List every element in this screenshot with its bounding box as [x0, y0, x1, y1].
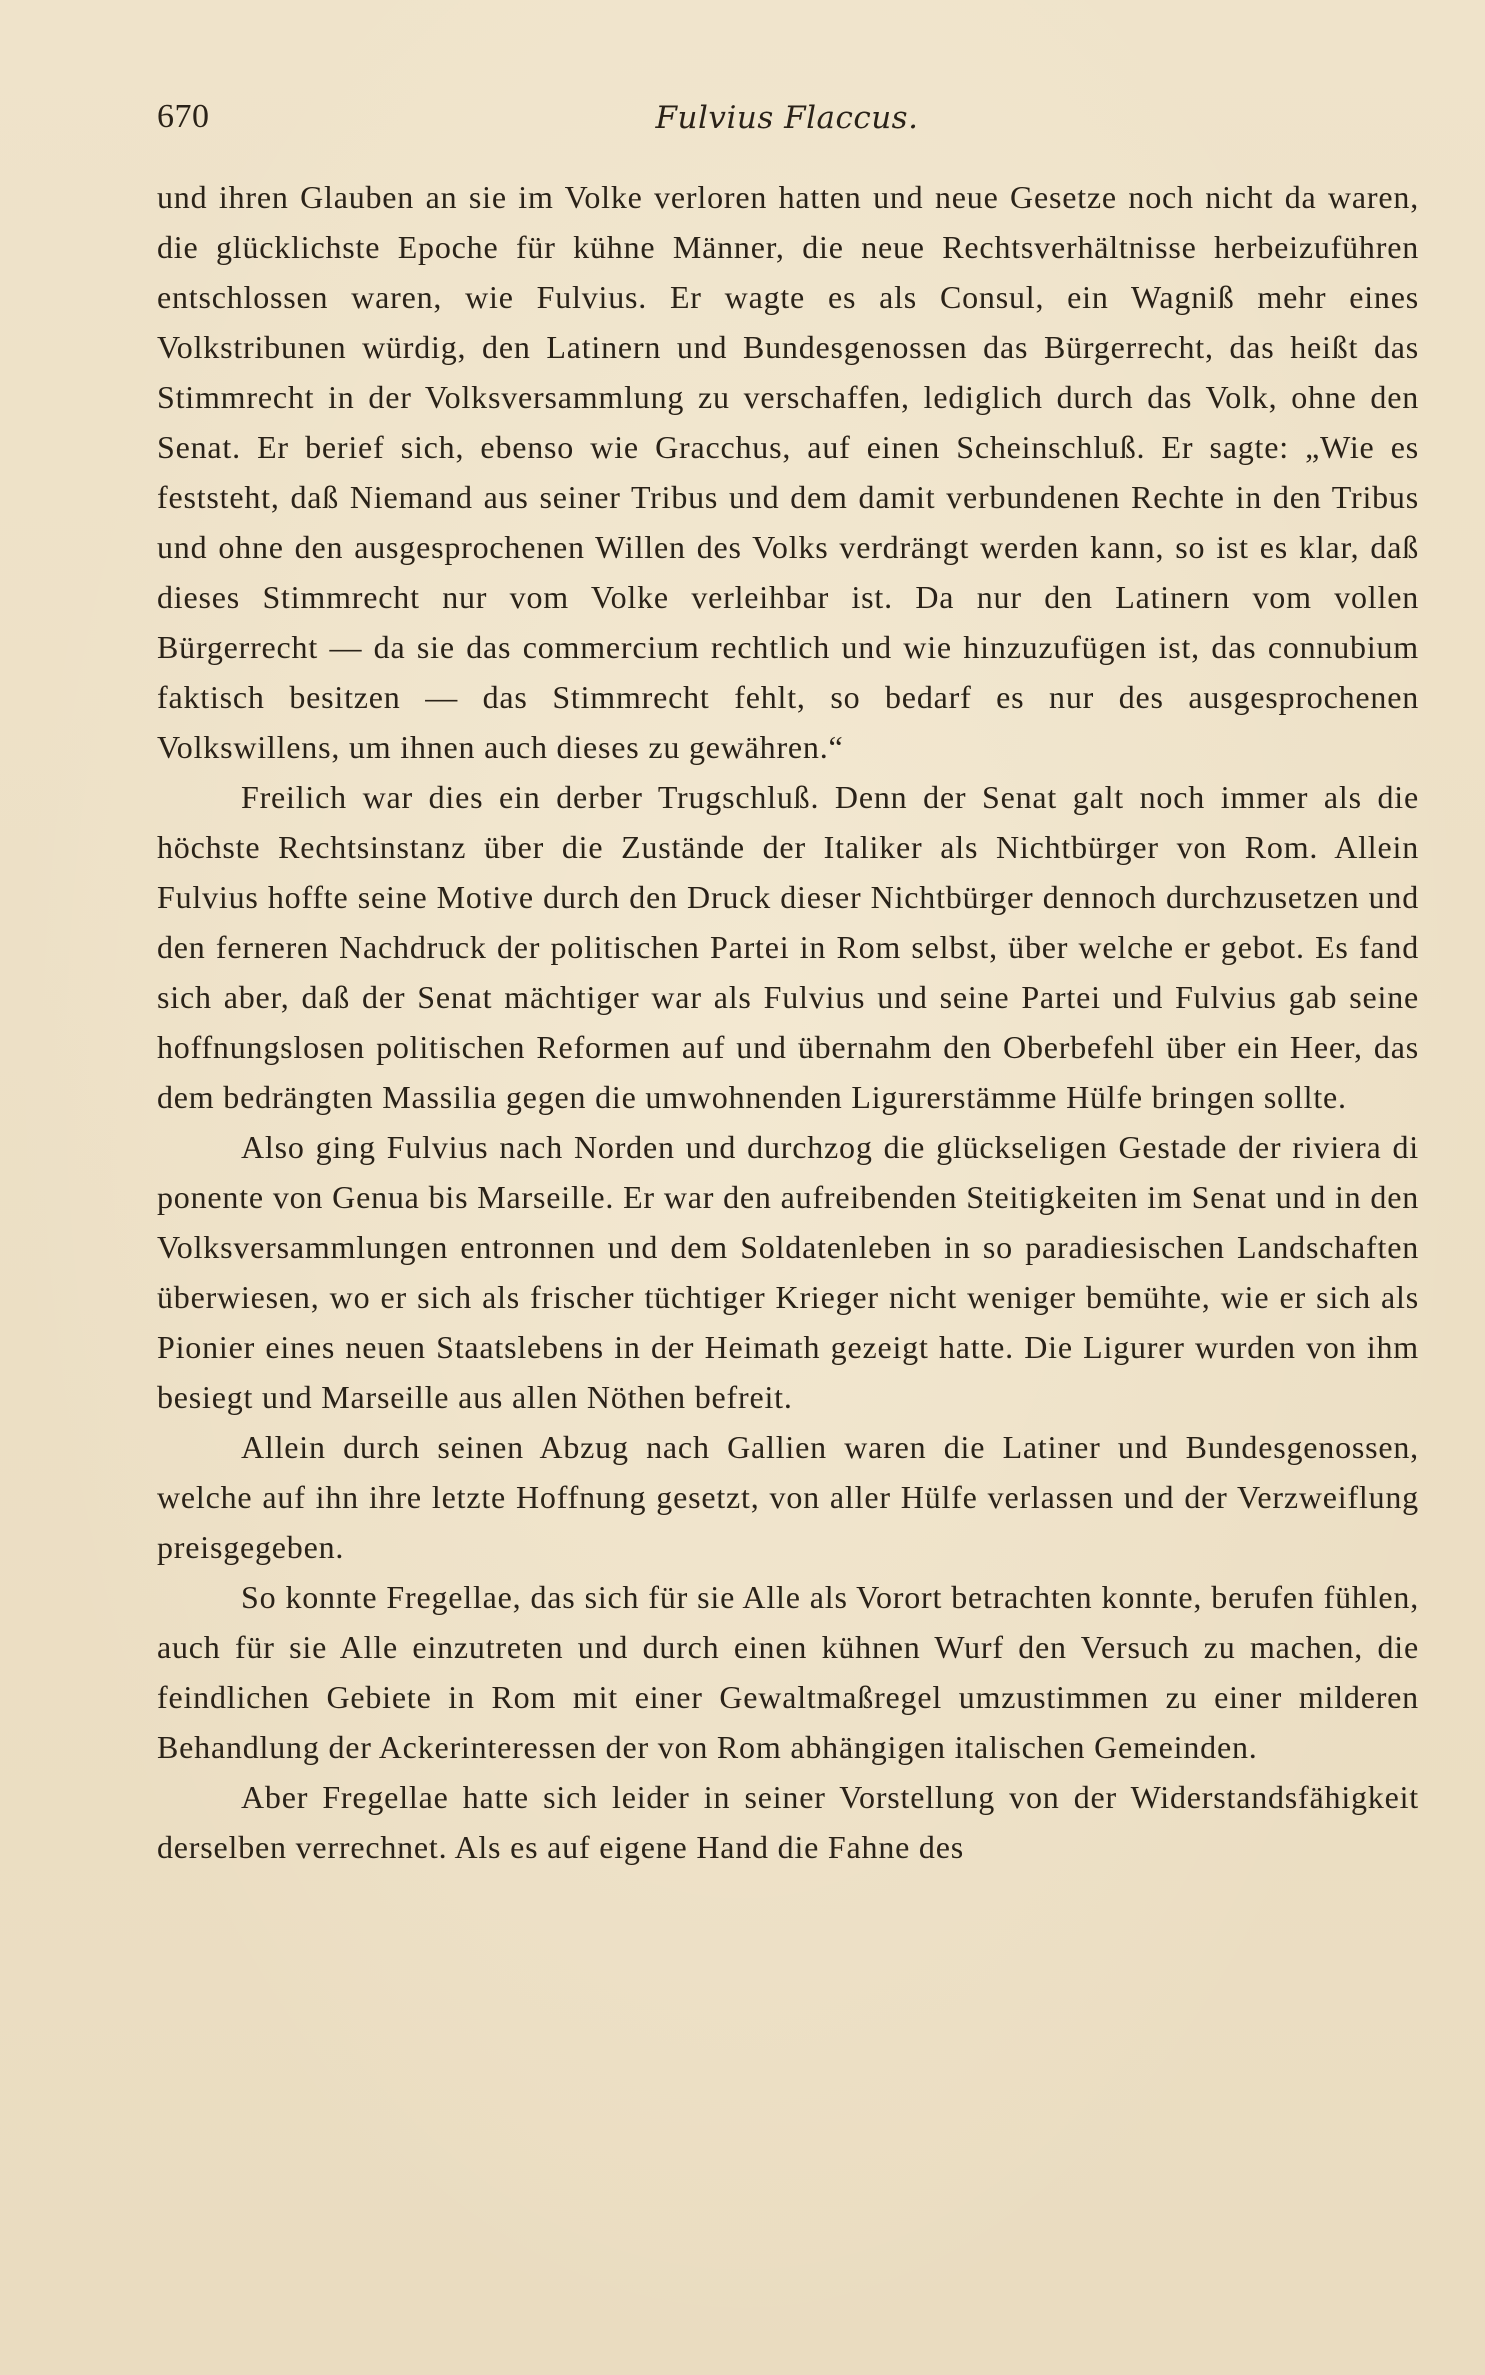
- body-text: [157, 172, 1419, 1872]
- paragraph-2: Freilich war dies ein derber Trugschluß. Denn der Senat galt noch immer als die höchste Rechtsinstanz über die Zustände der Italiker als Nichtbürger von Rom. Allein Fulvius hoffte seine Motive durch den Druck dieser Nichtbürger dennoch durchzusetzen und den ferneren Nachdruck der politischen Partei in Rom selbst, über welche er gebot. Es fand sich aber, daß der Senat mächtiger war als Fulvius und seine Partei und Fulvius gab seine hoffnungslosen politischen Reformen auf und übernahm den Oberbefehl über ein Heer, das dem bedrängten Massilia gegen die umwohnenden Ligurerstämme Hülfe bringen sollte.: [157, 779, 1419, 1115]
- paragraph-1: und ihren Glauben an sie im Volke verloren hatten und neue Gesetze noch nicht da waren, die glücklichste Epoche für kühne Männer, die neue Rechtsverhältnisse herbeizuführen entschlossen waren, wie Fulvius. Er wagte es als Consul, ein Wagniß mehr eines Volkstribunen würdig, den Latinern und Bundesgenossen das Bürgerrecht, das heißt das Stimmrecht in der Volksversammlung zu verschaffen, lediglich durch das Volk, ohne den Senat. Er berief sich, ebenso wie Gracchus, auf einen Scheinschluß. Er sagte: „Wie es feststeht, daß Niemand aus seiner Tribus und dem damit verbundenen Rechte in den Tribus und ohne den ausgesprochenen Willen des Volks verdrängt werden kann, so ist es klar, daß dieses Stimmrecht nur vom Volke verleihbar ist. Da nur den Latinern vom vollen Bürgerrecht — da sie das commercium rechtlich und wie hinzuzufügen ist, das connubium faktisch besitzen — das Stimmrecht fehlt, so bedarf es nur des ausgesprochenen Volkswillens, um ihnen auch dieses zu gewähren.“: [157, 179, 1419, 765]
- paragraph-6: Aber Fregellae hatte sich leider in seiner Vorstellung von der Widerstandsfähigkeit derselben verrechnet. Als es auf eigene Hand die Fahne des: [157, 1779, 1419, 1865]
- paragraph-5: So konnte Fregellae, das sich für sie Alle als Vorort betrachten konnte, berufen fühlen, auch für sie Alle einzutreten und durch einen kühnen Wurf den Versuch zu machen, die feindlichen Gebiete in Rom mit einer Gewaltmaßregel umzustimmen zu einer milderen Behandlung der Ackerinteressen der von Rom abhängigen italischen Gemeinden.: [157, 1579, 1419, 1765]
- paragraph-4: Allein durch seinen Abzug nach Gallien waren die Latiner und Bundesgenossen, welche auf ihn ihre letzte Hoffnung gesetzt, von aller Hülfe verlassen und der Verzweiflung preisgegeben.: [157, 1429, 1419, 1565]
- page-number: 670: [157, 98, 210, 135]
- running-title: Fulvius Flaccus.: [655, 100, 919, 136]
- paragraph-3: Also ging Fulvius nach Norden und durchzog die glückseligen Gestade der riviera di ponente von Genua bis Marseille. Er war den aufreibenden Steitigkeiten im Senat und in den Volksversammlungen entronnen und dem Soldatenleben in so paradiesischen Landschaften überwiesen, wo er sich als frischer tüchtiger Krieger nicht weniger bemühte, wie er sich als Pionier eines neuen Staatslebens in der Heimath gezeigt hatte. Die Ligurer wurden von ihm besiegt und Marseille aus allen Nöthen befreit.: [157, 1129, 1419, 1415]
- page-header: [157, 98, 1417, 148]
